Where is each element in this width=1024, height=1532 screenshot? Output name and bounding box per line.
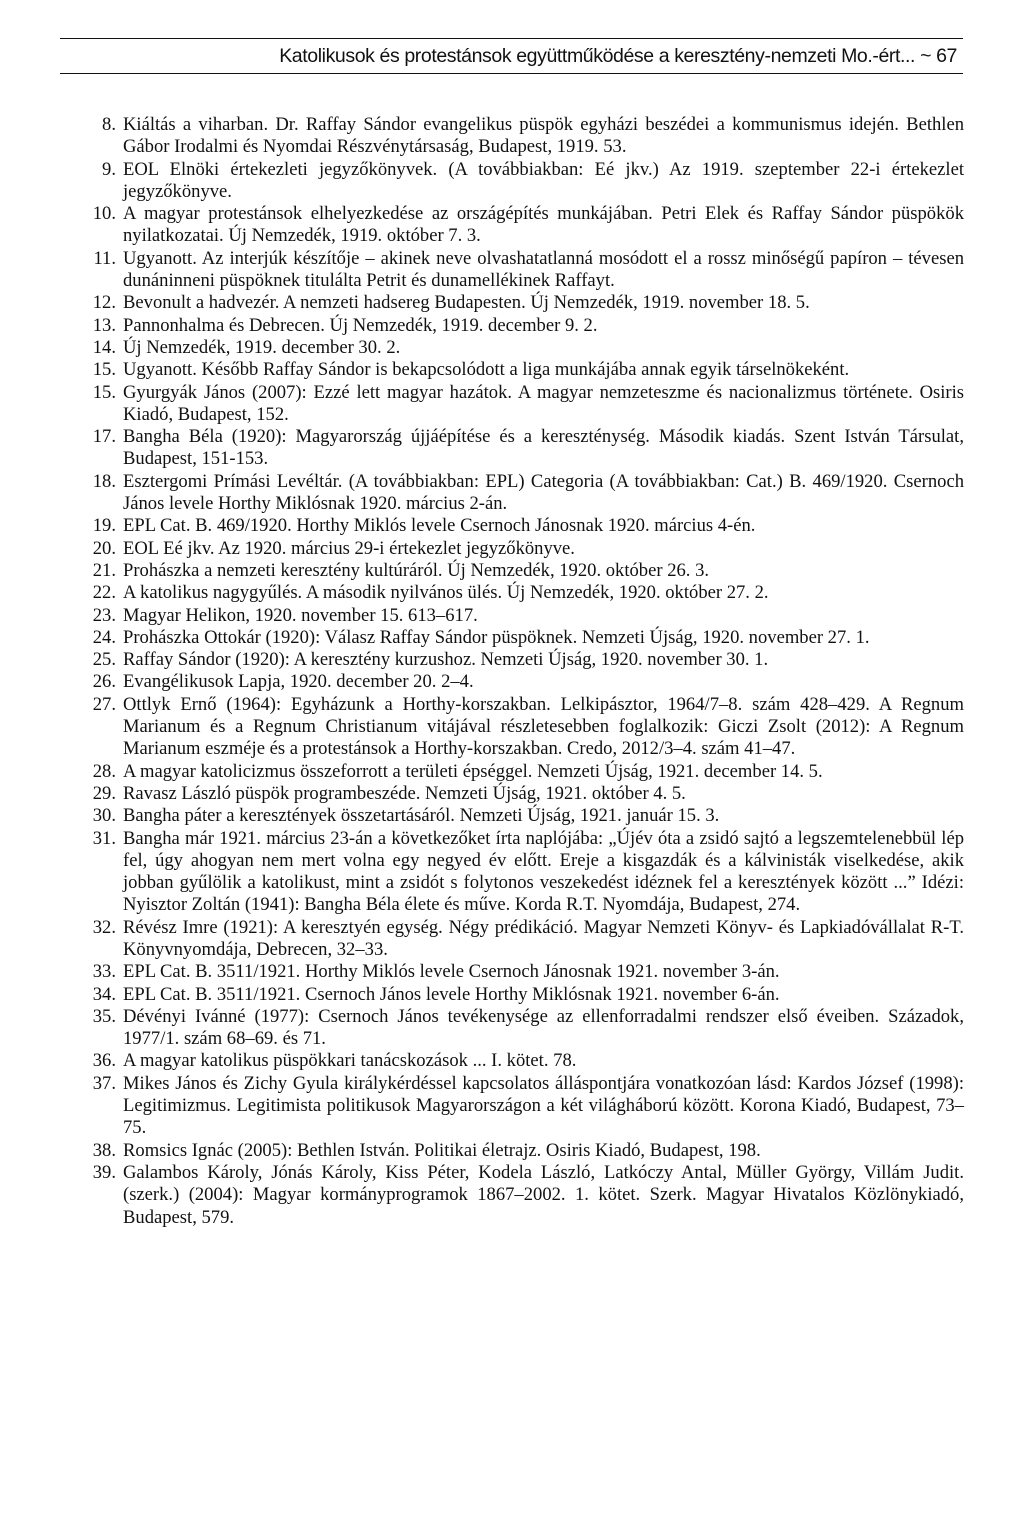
endnote-number: 33. bbox=[92, 961, 116, 983]
endnote-item bbox=[88, 337, 964, 359]
endnote-text: Galambos Károly, Jónás Károly, Kiss Péter, Kodela László, Latkóczy Antal, Müller György, Villám Judit. (szerk.) (2004): Magyar kormányprogramok 1867–2002. 1. kötet. Szerk. Magyar Hivatalos Közlönykiadó, Budapest, 579. bbox=[123, 1161, 964, 1228]
endnote-item bbox=[88, 471, 964, 516]
endnote-number: 8. bbox=[102, 114, 116, 135]
endnote-number: 31. bbox=[92, 827, 116, 849]
endnote-text: Gyurgyák János (2007): Ezzé lett magyar hazátok. A magyar nemzeteszme és nacionalizmus története. Osiris Kiadó, Budapest, 152. bbox=[123, 381, 964, 425]
endnote-number: 9. bbox=[102, 158, 116, 180]
running-header-title: Katolikusok és protestánsok együttműködése a keresztény-nemzeti Mo.-ért... ~ 67 bbox=[279, 45, 957, 67]
endnote-text: Magyar Helikon, 1920. november 15. 613–617. bbox=[123, 604, 478, 626]
endnote-text: Révész Imre (1921): A keresztyén egység. Négy prédikáció. Magyar Nemzeti Könyv- és Lapkiadóvállalat R-T. Könyvnyomdája, Debrecen, 32–33. bbox=[123, 916, 964, 960]
endnote-item bbox=[88, 671, 964, 693]
endnote-text: Ugyanott. Az interjúk készítője – akinek neve olvashatatlanná mosódott el a rossz minőségű papíron – tévesen dunáninneni püspöknek titulálta Petrit és dunamellékinek Raffayt. bbox=[123, 247, 964, 292]
endnote-number: 35. bbox=[92, 1005, 116, 1027]
endnote-text: Evangélikusok Lapja, 1920. december 20. 2–4. bbox=[123, 671, 474, 693]
endnote-text: Prohászka Ottokár (1920): Válasz Raffay Sándor püspöknek. Nemzeti Újság, 1920. november 27. 1. bbox=[123, 626, 870, 648]
endnote-number: 28. bbox=[92, 760, 116, 782]
endnote-text: Mikes János és Zichy Gyula királykérdéssel kapcsolatos álláspontjára vonatkozóan lásd: Kardos József (1998): Legitimizmus. Legitimista politikusok Magyarországon a két világháború között. Korona Kiadó, Budapest, 73–75. bbox=[123, 1072, 964, 1139]
endnote-text: Ugyanott. Később Raffay Sándor is bekapcsolódott a liga munkájába annak egyik társelnökeként. bbox=[123, 359, 850, 381]
endnote-number: 34. bbox=[92, 983, 116, 1005]
endnote-text: Bevonult a hadvezér. A nemzeti hadsereg Budapesten. Új Nemzedék, 1919. november 18. 5. bbox=[123, 292, 810, 314]
endnote-number: 24. bbox=[92, 626, 116, 648]
endnote-number: 39. bbox=[92, 1161, 116, 1183]
endnote-text: EPL Cat. B. 469/1920. Horthy Miklós levele Csernoch Jánosnak 1920. március 4-én. bbox=[123, 515, 756, 537]
endnote-text: A magyar katolikus püspökkari tanácskozások ... I. kötet. 78. bbox=[123, 1050, 577, 1072]
endnote-item bbox=[88, 627, 964, 649]
endnote-item bbox=[88, 1050, 964, 1072]
endnote-number: 32. bbox=[92, 916, 116, 938]
endnote-number: 36. bbox=[92, 1050, 116, 1072]
endnote-number: 10. bbox=[92, 203, 116, 225]
endnote-item bbox=[88, 203, 964, 248]
endnote-item bbox=[88, 961, 964, 983]
endnote-item bbox=[88, 515, 964, 537]
endnote-number: 11. bbox=[93, 247, 116, 269]
endnote-item bbox=[88, 1073, 964, 1140]
running-header bbox=[60, 38, 963, 74]
endnote-text: Romsics Ignác (2005): Bethlen István. Politikai életrajz. Osiris Kiadó, Budapest, 198. bbox=[123, 1139, 761, 1161]
endnote-text: Raffay Sándor (1920): A keresztény kurzushoz. Nemzeti Újság, 1920. november 30. 1. bbox=[123, 649, 769, 671]
endnote-number: 13. bbox=[92, 314, 116, 336]
endnote-text: Bangha Béla (1920): Magyarország újjáépítése és a kereszténység. Második kiadás. Szent István Társulat, Budapest, 151-153. bbox=[123, 426, 964, 470]
endnote-item bbox=[88, 248, 964, 293]
endnote-item bbox=[88, 783, 964, 805]
endnote-text: Kiáltás a viharban. Dr. Raffay Sándor evangelikus püspök egyházi beszédei a kommunismus idején. Bethlen Gábor Irodalmi és Nyomdai Részvénytársaság, Budapest, 1919. 53. bbox=[123, 114, 964, 158]
endnote-text: EOL Eé jkv. Az 1920. március 29-i értekezlet jegyzőkönyve. bbox=[123, 537, 575, 559]
endnote-text: Új Nemzedék, 1919. december 30. 2. bbox=[123, 336, 401, 358]
endnote-number: 20. bbox=[92, 537, 116, 559]
endnote-text: Prohászka a nemzeti keresztény kultúráról. Új Nemzedék, 1920. október 26. 3. bbox=[123, 559, 710, 581]
endnote-number: 19. bbox=[92, 515, 116, 537]
endnote-item bbox=[88, 315, 964, 337]
endnote-number: 23. bbox=[92, 604, 116, 626]
endnote-text: A magyar katolicizmus összeforrott a területi épséggel. Nemzeti Újság, 1921. december 14. 5. bbox=[123, 760, 823, 782]
endnote-number: 15. bbox=[92, 381, 116, 403]
endnote-item bbox=[88, 605, 964, 627]
endnote-item bbox=[88, 382, 964, 427]
endnote-text: Ravasz László püspök programbeszéde. Nemzeti Újság, 1921. október 4. 5. bbox=[123, 782, 686, 804]
endnote-item bbox=[88, 538, 964, 560]
endnote-item bbox=[88, 649, 964, 671]
endnote-item bbox=[88, 1006, 964, 1051]
endnote-text: Pannonhalma és Debrecen. Új Nemzedék, 1919. december 9. 2. bbox=[123, 314, 598, 336]
endnote-number: 17. bbox=[92, 426, 116, 448]
endnote-text: Dévényi Ivánné (1977): Csernoch János tevékenysége az ellenforradalmi rendszer első éveiben. Századok, 1977/1. szám 68–69. és 71. bbox=[123, 1005, 964, 1050]
endnote-item bbox=[88, 694, 964, 761]
endnote-item bbox=[88, 359, 964, 381]
endnote-item bbox=[88, 426, 964, 471]
endnote-number: 15. bbox=[92, 359, 116, 381]
endnote-text: Esztergomi Prímási Levéltár. (A továbbiakban: EPL) Categoria (A továbbiakban: Cat.) B. 469/1920. Csernoch János levele Horthy Miklósnak 1920. március 2-án. bbox=[123, 470, 964, 515]
endnote-number: 38. bbox=[92, 1139, 116, 1161]
endnote-item bbox=[88, 1162, 964, 1229]
endnote-text: Bangha páter a keresztények összetartásáról. Nemzeti Újság, 1921. január 15. 3. bbox=[123, 805, 720, 827]
endnote-item bbox=[88, 828, 964, 917]
endnote-text: A magyar protestánsok elhelyezkedése az országépítés munkájában. Petri Elek és Raffay Sándor püspökök nyilatkozatai. Új Nemzedék, 1919. október 7. 3. bbox=[123, 203, 964, 247]
endnote-number: 30. bbox=[92, 805, 116, 827]
endnotes-list bbox=[88, 114, 964, 1229]
endnote-item bbox=[88, 560, 964, 582]
endnote-item bbox=[88, 582, 964, 604]
endnote-item bbox=[88, 114, 964, 159]
endnote-number: 27. bbox=[92, 693, 116, 715]
endnote-text: EPL Cat. B. 3511/1921. Csernoch János levele Horthy Miklósnak 1921. november 6-án. bbox=[123, 983, 780, 1005]
endnote-number: 12. bbox=[92, 292, 116, 314]
endnote-item bbox=[88, 761, 964, 783]
endnote-text: EOL Elnöki értekezleti jegyzőkönyvek. (A továbbiakban: Eé jkv.) Az 1919. szeptember 22-i értekezlet jegyzőkönyve. bbox=[123, 158, 964, 202]
endnote-text: A katolikus nagygyűlés. A második nyilvános ülés. Új Nemzedék, 1920. október 27. 2. bbox=[123, 582, 769, 604]
endnote-item bbox=[88, 1140, 964, 1162]
endnote-number: 22. bbox=[92, 582, 116, 604]
endnote-number: 18. bbox=[92, 470, 116, 492]
endnote-item bbox=[88, 805, 964, 827]
endnote-number: 26. bbox=[92, 671, 116, 693]
endnote-item bbox=[88, 159, 964, 204]
endnote-item bbox=[88, 292, 964, 314]
endnote-number: 21. bbox=[92, 559, 116, 581]
endnote-item bbox=[88, 984, 964, 1006]
endnote-number: 37. bbox=[92, 1072, 116, 1094]
endnote-number: 29. bbox=[92, 782, 116, 804]
endnote-text: Ottlyk Ernő (1964): Egyházunk a Horthy-korszakban. Lelkipásztor, 1964/7–8. szám 428–429. A Regnum Marianum és a Regnum Christianum vitájával részletesebben foglalkozik: Giczi Zsolt (2012): A Regnum Marianum eszméje és a protestánsok a Horthy-korszakban. Credo, 2012/3–4. szám 41–47. bbox=[123, 693, 964, 760]
endnote-text: Bangha már 1921. március 23-án a következőket írta naplójába: „Újév óta a zsidó sajtó a legszemtelenebbül lép fel, úgy ahogyan nem mert volna egy negyed év előtt. Ereje a kisgazdák és a kálvinisták viselkedése, akik jobban gyűlölik a katolikust, mint a zsidót s folytonos veszekedést idéznek fel a keresztények között ...” Idézi: Nyisztor Zoltán (1941): Bangha Béla élete és műve. Korda R.T. Nyomdája, Budapest, 274. bbox=[123, 827, 964, 916]
endnote-item bbox=[88, 917, 964, 962]
endnote-text: EPL Cat. B. 3511/1921. Horthy Miklós levele Csernoch Jánosnak 1921. november 3-án. bbox=[123, 961, 780, 983]
endnote-number: 14. bbox=[92, 336, 116, 358]
endnote-number: 25. bbox=[92, 649, 116, 671]
